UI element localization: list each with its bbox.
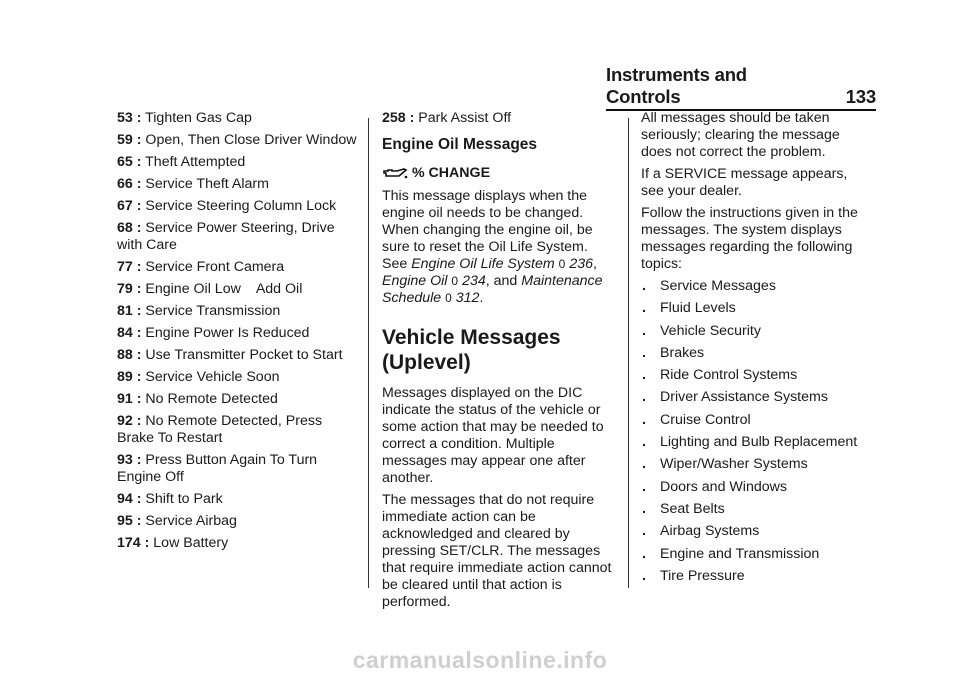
- list-item: . Cruise Control: [642, 411, 751, 428]
- message-item: 53 : Tighten Gas Cap: [117, 110, 252, 126]
- vehicle-messages-heading: Vehicle Messages (Uplevel): [382, 326, 561, 374]
- message-item: 59 : Open, Then Close Driver Window: [117, 132, 357, 148]
- list-item: . Engine and Transmission: [642, 545, 820, 562]
- column-divider-1: [368, 118, 369, 588]
- vehicle-messages-paragraph-5: Follow the instructions given in the messages. The system displays messages regarding the following topics:: [641, 205, 858, 272]
- message-item: 174 : Low Battery: [117, 535, 229, 551]
- message-item: 93 : Press Button Again To Turn Engine Off: [117, 452, 318, 485]
- page-header: [606, 64, 876, 108]
- message-item: 66 : Service Theft Alarm: [117, 176, 269, 192]
- list-item: . Seat Belts: [642, 500, 725, 517]
- vehicle-messages-paragraph-3: All messages should be taken seriously; clearing the message does not correct the problem.: [641, 110, 840, 160]
- message-item: 95 : Service Airbag: [117, 513, 237, 529]
- list-item: . Lighting and Bulb Replacement: [642, 434, 858, 451]
- message-item: 77 : Service Front Camera: [117, 259, 285, 275]
- message-item: 91 : No Remote Detected: [117, 391, 278, 407]
- page-number: 133: [845, 86, 876, 107]
- link-oil-life-system[interactable]: Engine Oil Life System 0 236: [411, 256, 593, 272]
- message-item: 68 : Service Power Steering, Drive with Care: [117, 220, 335, 253]
- list-item: . Brakes: [642, 344, 705, 361]
- section-title: Instruments and Controls: [606, 64, 747, 107]
- list-item: . Doors and Windows: [642, 478, 787, 495]
- message-item: 81 : Service Transmission: [117, 303, 281, 319]
- list-item: . Fluid Levels: [642, 300, 736, 317]
- watermark: carmanualsonline.info: [352, 647, 608, 673]
- link-engine-oil[interactable]: Engine Oil 0 234: [382, 273, 486, 289]
- message-item: 88 : Use Transmitter Pocket to Start: [117, 347, 343, 363]
- message-item: 92 : No Remote Detected, Press Brake To Restart: [117, 413, 323, 446]
- message-item: 67 : Service Steering Column Lock: [117, 198, 337, 214]
- column-3: [641, 110, 873, 590]
- column-1: [117, 110, 357, 557]
- engine-oil-heading: Engine Oil Messages: [382, 136, 538, 153]
- message-item: 65 : Theft Attempted: [117, 154, 246, 170]
- list-item: . Service Messages: [642, 278, 776, 294]
- column-divider-2: [628, 118, 629, 588]
- list-item: . Driver Assistance Systems: [642, 389, 828, 406]
- column-2: [382, 110, 614, 616]
- message-item: 89 : Service Vehicle Soon: [117, 369, 280, 385]
- list-item: . Tire Pressure: [642, 567, 745, 584]
- oil-can-icon: [382, 168, 408, 180]
- list-item: . Vehicle Security: [642, 322, 761, 339]
- message-item: 79 : Engine Oil Low Add Oil: [117, 281, 303, 297]
- list-item: . Ride Control Systems: [642, 367, 798, 384]
- vehicle-messages-paragraph-1: Messages displayed on the DIC indicate the status of the vehicle or some action that may be needed to correct a condition. Multiple messages may appear one after another.: [382, 385, 604, 486]
- vehicle-messages-paragraph-4: If a SERVICE message appears, see your dealer.: [641, 166, 848, 199]
- engine-oil-paragraph: This message displays when the engine oil needs to be changed. When changing the engine oil, be sure to reset the Oil Life System. See Engine Oil Life System 0 236, Engine Oil 0 234, and Maintenance Schedule 0 312.: [382, 188, 603, 306]
- topics-list: [641, 278, 873, 585]
- list-item: . Airbag Systems: [642, 523, 760, 540]
- message-item: 84 : Engine Power Is Reduced: [117, 325, 310, 341]
- message-item: 94 : Shift to Park: [117, 491, 223, 507]
- vehicle-messages-paragraph-2: The messages that do not require immediate action can be acknowledged and cleared by pressing SET/CLR. The messages that require immediate action cannot be cleared until that action is performed.: [382, 492, 612, 610]
- oil-change-label: % CHANGE: [382, 165, 614, 182]
- message-item: 258 : Park Assist Off: [382, 110, 512, 126]
- link-maintenance-schedule[interactable]: Maintenance Schedule 0 312: [382, 273, 603, 306]
- list-item: . Wiper/Washer Systems: [642, 456, 808, 473]
